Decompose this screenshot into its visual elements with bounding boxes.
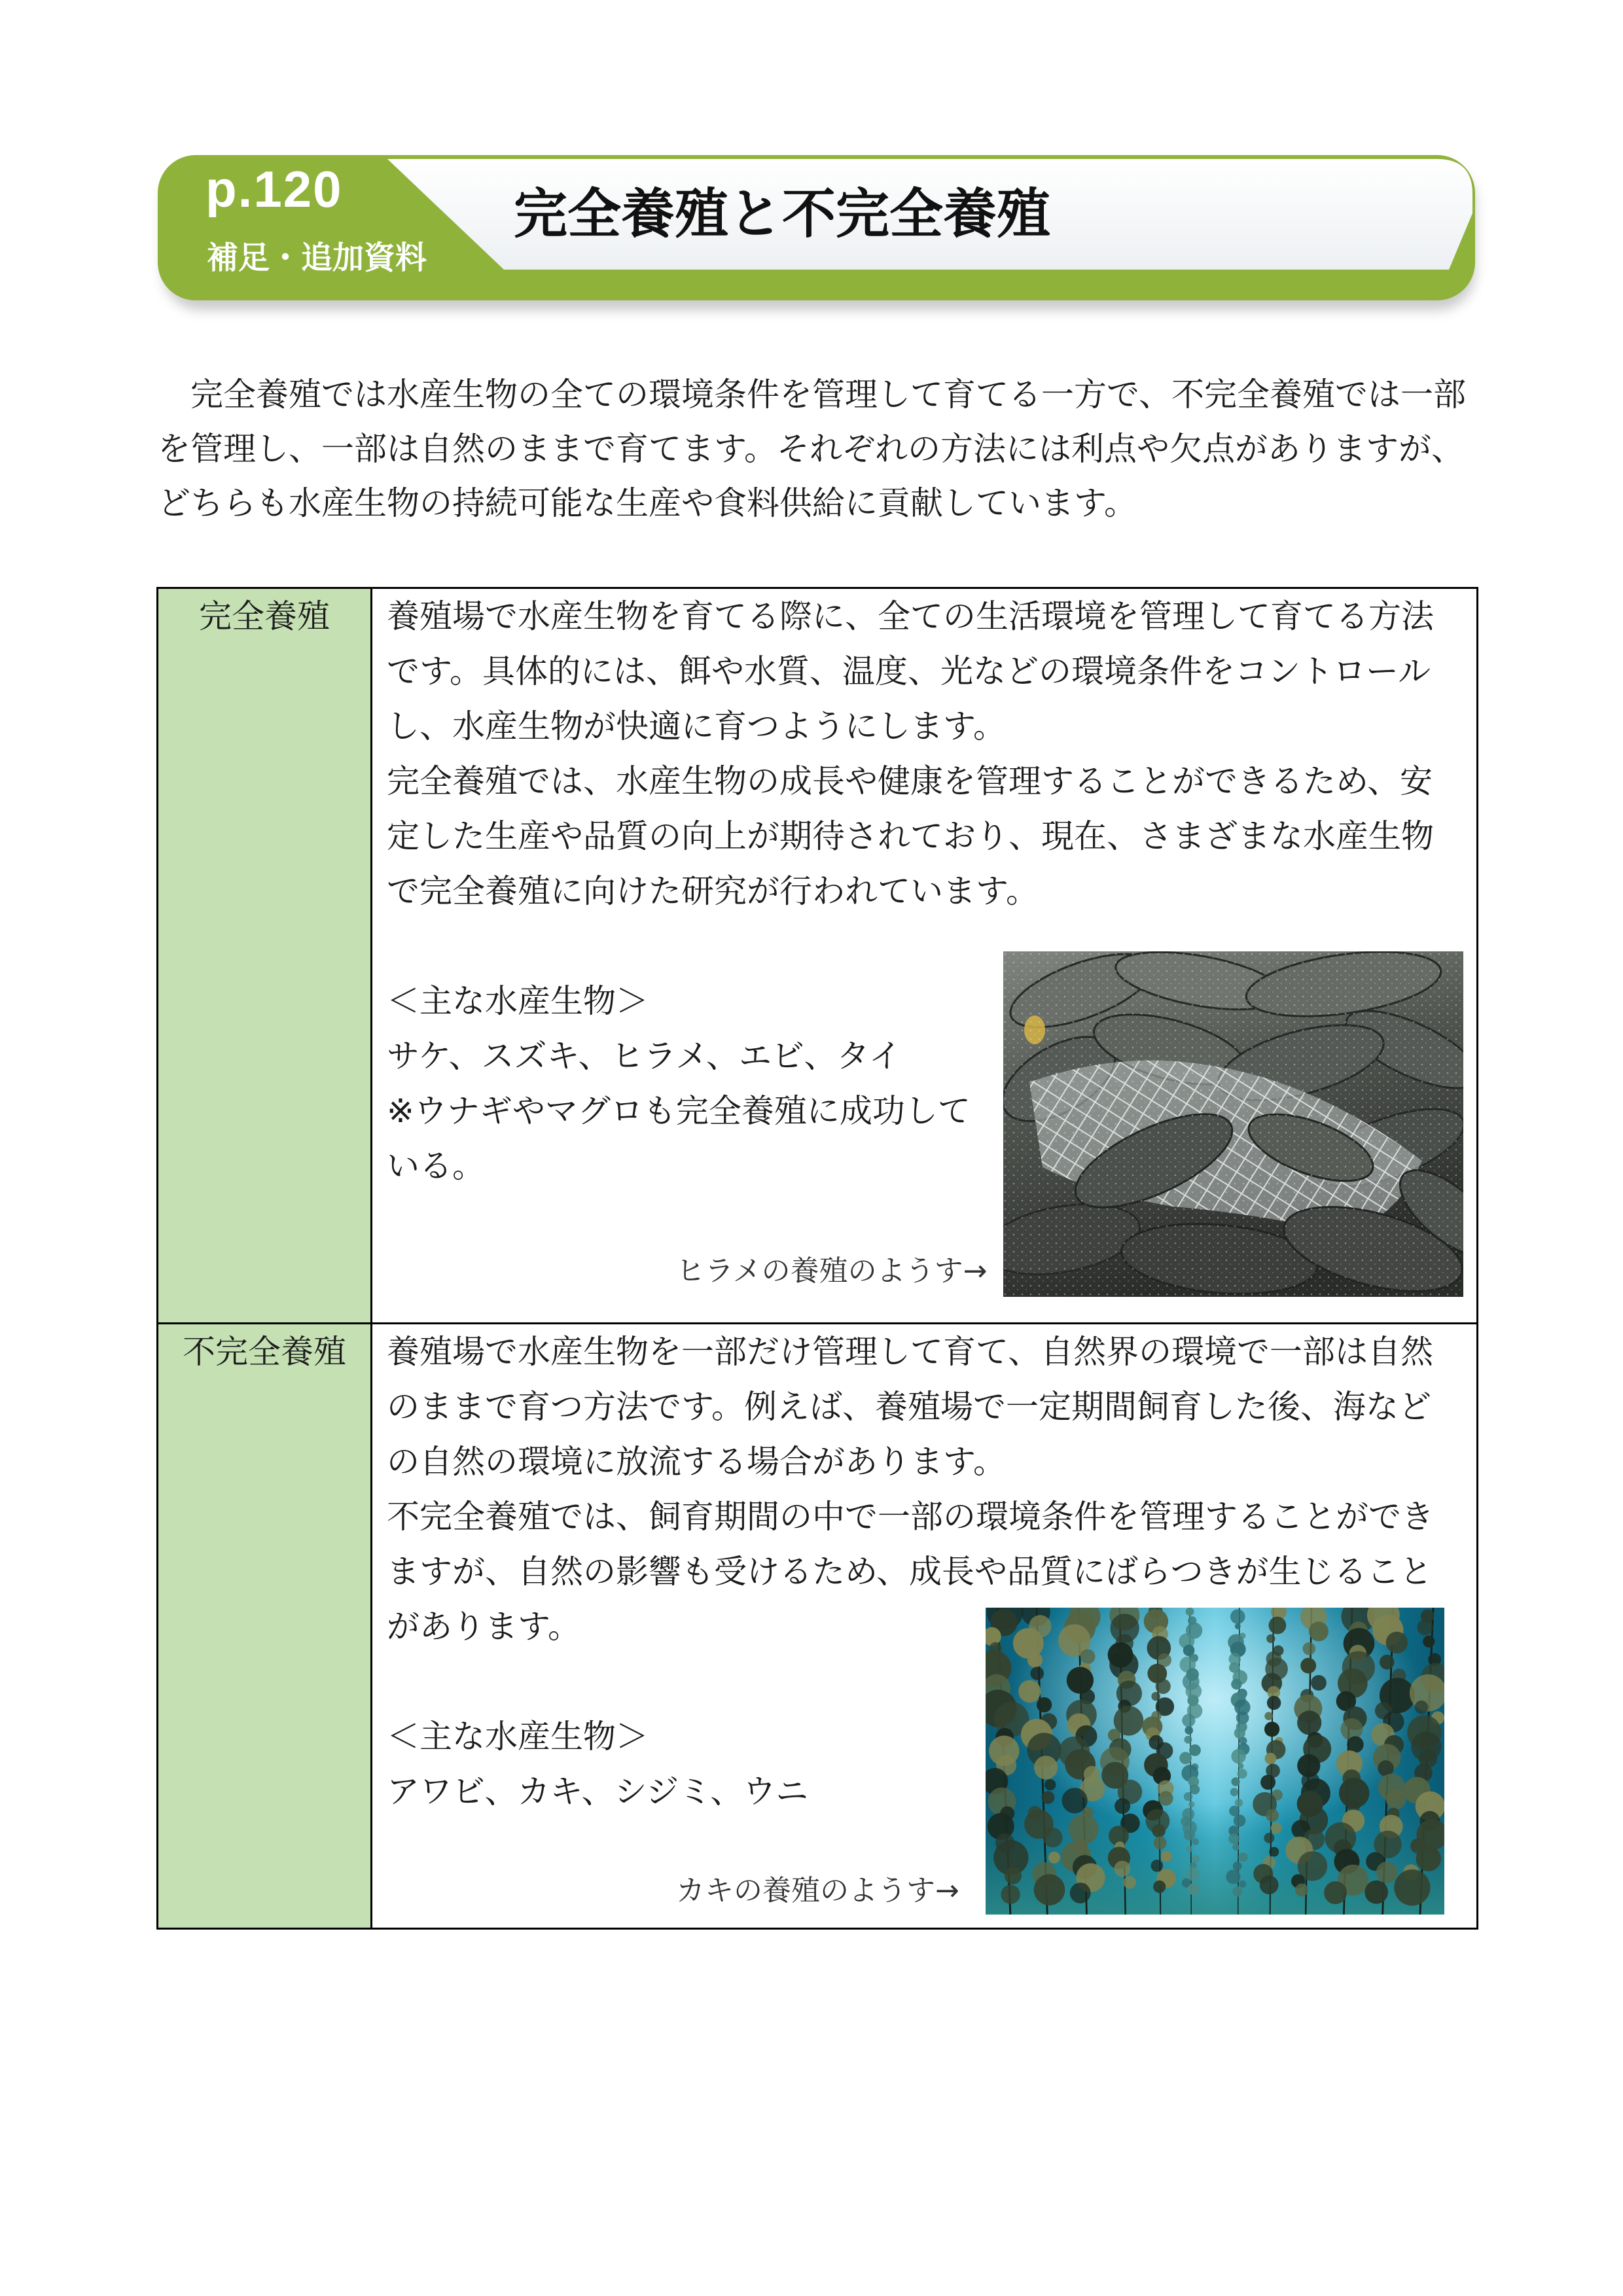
photo-caption: カキの養殖のようす→ (676, 1874, 959, 1907)
page-title: 完全養殖と不完全養殖 (514, 183, 1051, 245)
intro-line: 完全養殖では水産生物の全ての環境条件を管理して育てる一方で、不完全養殖では一部 (190, 376, 1466, 414)
species-heading: ＜主な水産生物＞ (387, 1718, 649, 1756)
oyster-farm-photo (986, 1608, 1444, 1915)
description-line: です。具体的には、餌や水質、温度、光などの環境条件をコントロール (387, 652, 1431, 690)
description-line: 不完全養殖では、飼育期間の中で一部の環境条件を管理することができ (387, 1498, 1434, 1536)
row-label: 不完全養殖 (183, 1333, 346, 1371)
description-line: 完全養殖では、水産生物の成長や健康を管理することができるため、安 (387, 762, 1433, 800)
comparison-table (156, 587, 1478, 1930)
description-line: 養殖場で水産生物を一部だけ管理して育て、自然界の環境で一部は自然 (387, 1333, 1433, 1371)
intro-line: を管理し、一部は自然のままで育てます。それぞれの方法には利点や欠点がありますが、 (158, 430, 1464, 468)
species-line: いる。 (387, 1147, 485, 1185)
row-label: 完全養殖 (199, 597, 330, 635)
intro-paragraph (158, 368, 1475, 531)
species-line: ※ウナギやマグロも完全養殖に成功して (387, 1092, 971, 1130)
description-line: し、水産生物が快適に育つようにします。 (387, 707, 1006, 745)
photo-caption: ヒラメの養殖のようす→ (676, 1254, 988, 1288)
description-line: 定した生産や品質の向上が期待されており、現在、さまざまな水産生物 (387, 817, 1434, 855)
description-line: があります。 (387, 1608, 580, 1646)
species-line: アワビ、カキ、シジミ、ウニ (387, 1773, 809, 1810)
row-label-cell (158, 589, 370, 1322)
species-heading: ＜主な水産生物＞ (387, 982, 649, 1020)
column-divider (370, 589, 372, 1928)
section-subtitle: 補足・追加資料 (207, 239, 427, 276)
description-line: ますが、自然の影響も受けるため、成長や品質にばらつきが生じること (387, 1553, 1433, 1591)
row-content-cell (372, 589, 1476, 1322)
species-line: サケ、スズキ、ヒラメ、エビ、タイ (387, 1037, 902, 1075)
description-line: のままで育つ方法です。例えば、養殖場で一定期間飼育した後、海など (387, 1388, 1431, 1426)
row-content-cell (372, 1324, 1476, 1928)
description-line: 養殖場で水産生物を育てる際に、全ての生活環境を管理して育てる方法 (387, 597, 1434, 635)
intro-line: どちらも水産生物の持続可能な生産や食料供給に貢献しています。 (158, 484, 1137, 522)
flounder-farm-photo (1003, 951, 1463, 1297)
description-line: で完全養殖に向けた研究が行われています。 (387, 872, 1039, 910)
row-label-cell (158, 1324, 370, 1928)
description-line: の自然の環境に放流する場合があります。 (387, 1443, 1006, 1481)
page-number: p.120 (205, 160, 343, 218)
